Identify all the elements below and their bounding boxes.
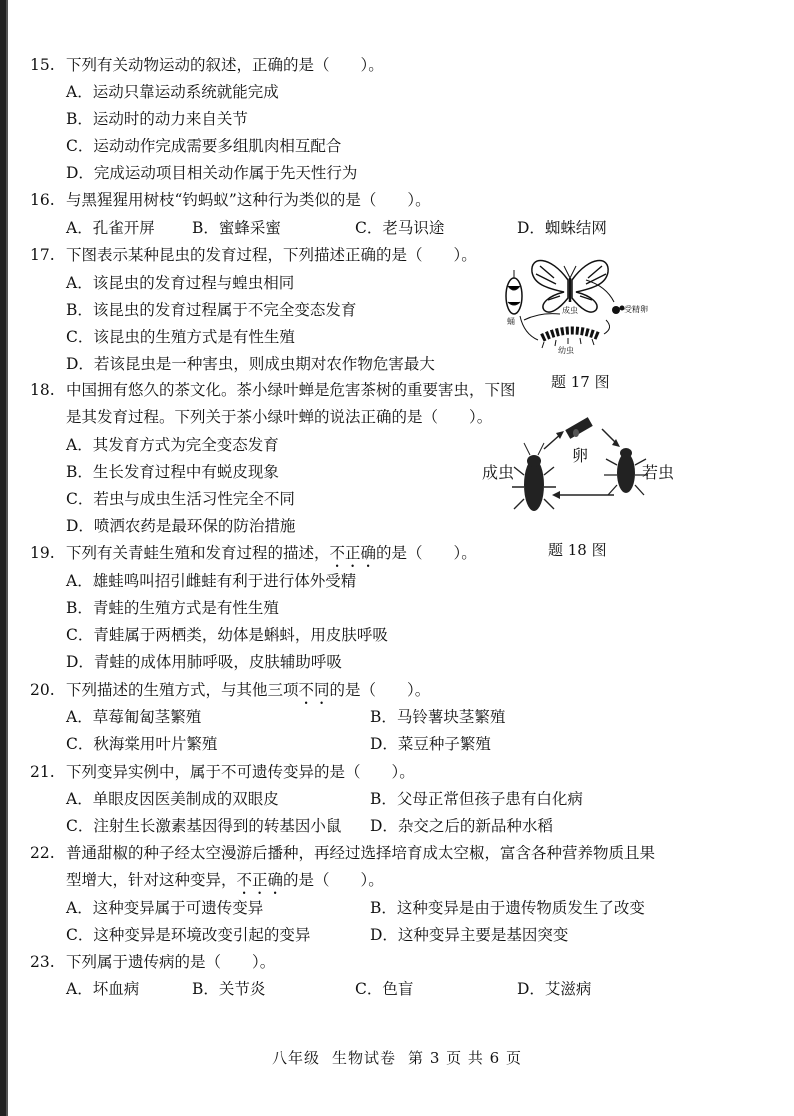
torn-paper-edge [0, 0, 12, 1116]
q23-option-a: A．坏血病 [66, 980, 140, 998]
q20-option-d: D．菜豆种子繁殖 [370, 735, 491, 753]
question-text: 下列有关青蛙生殖和发育过程的描述， [66, 544, 330, 562]
q16-option-b: B．蜜蜂采蜜 [192, 219, 281, 237]
question-number: 20. [30, 681, 55, 699]
question-18-stem [30, 380, 516, 400]
question-22-stem [30, 843, 655, 863]
footer-subject: 生物试卷 [332, 1049, 397, 1067]
question-20-stem [30, 680, 430, 708]
question-number: 18. [30, 381, 55, 399]
footer-page-number: 第 3 页 共 6 页 [408, 1049, 522, 1067]
q22-option-d: D．这种变异主要是基因突变 [370, 926, 569, 944]
q18-option-a: A．其发育方式为完全变态发育 [66, 436, 279, 454]
emphasis-text: 不同 [298, 681, 330, 699]
question-text-line1: 中国拥有悠久的茶文化。茶小绿叶蝉是危害茶树的重要害虫，下图 [66, 381, 516, 399]
q15-option-a: A．运动只靠运动系统就能完成 [66, 83, 279, 101]
q21-option-b: B．父母正常但孩子患有白化病 [370, 790, 583, 808]
question-19-stem [30, 543, 477, 571]
question-number: 17. [30, 246, 55, 264]
q15-option-c: C．运动动作完成需要多组肌肉相互配合 [66, 137, 342, 155]
q18-option-d: D．喷洒农药是最环保的防治措施 [66, 517, 296, 535]
question-text: 与黑猩猩用树枝“钓蚂蚁”这种行为类似的是（ ）。 [66, 191, 431, 209]
q22-option-a: A．这种变异属于可遗传变异 [66, 899, 264, 917]
question-23-stem [30, 952, 275, 972]
q23-option-b: B．关节炎 [192, 980, 266, 998]
q23-option-d: D．艾滋病 [517, 980, 592, 998]
footer-grade: 八年级 [272, 1049, 321, 1067]
q20-option-a: A．草莓匍匐茎繁殖 [66, 708, 202, 726]
q19-option-a: A．雄蛙鸣叫招引雌蛙有利于进行体外受精 [66, 572, 357, 590]
q19-option-c: C．青蛙属于两栖类，幼体是蝌蚪，用皮肤呼吸 [66, 626, 388, 644]
label-pupa: 蛹 [507, 317, 515, 326]
emphasis-text: 不正确 [236, 871, 284, 889]
question-18-stem-line2: 是其发育过程。下列关于茶小绿叶蝉的说法正确的是（ ）。 [66, 408, 493, 426]
question-text-end: 的是（ ）。 [376, 544, 477, 562]
question-number: 15. [30, 56, 55, 74]
q20-option-c: C．秋海棠用叶片繁殖 [66, 735, 218, 753]
q15-option-d: D．完成运动项目相关动作属于先天性行为 [66, 164, 358, 182]
page-footer [0, 1047, 794, 1068]
egg-on-twig-icon [565, 417, 593, 439]
leafhopper-adult-icon [512, 443, 556, 511]
q16-option-d: D．蜘蛛结网 [517, 219, 607, 237]
q18-option-c: C．若虫与成虫生活习性完全不同 [66, 490, 295, 508]
q21-option-d: D．杂交之后的新品种水稻 [370, 817, 553, 835]
leafhopper-life-cycle-figure [510, 415, 660, 525]
label-nymph: 若虫 [642, 463, 675, 482]
label-adult: 成虫 [562, 306, 578, 315]
question-number: 23. [30, 953, 55, 971]
figure-17-caption: 题 17 图 [551, 373, 610, 391]
question-text-line1: 普通甜椒的种子经太空漫游后播种，再经过选择培育成太空椒，富含各种营养物质且果 [66, 844, 656, 862]
question-text: 下列有关动物运动的叙述，正确的是（ ）。 [66, 56, 384, 74]
q21-option-a: A．单眼皮因医美制成的双眼皮 [66, 790, 279, 808]
question-16-stem [30, 190, 431, 210]
emphasis-text: 不正确 [329, 544, 377, 562]
q17-option-b: B．该昆虫的发育过程属于不完全变态发育 [66, 301, 357, 319]
question-text-end: 的是（ ）。 [329, 681, 431, 699]
q21-option-c: C．注射生长激素基因得到的转基因小鼠 [66, 817, 342, 835]
question-text: 下图表示某种昆虫的发育过程，下列描述正确的是（ ）。 [66, 246, 477, 264]
egg-icon [612, 306, 625, 315]
label-egg: 卵 [572, 446, 589, 465]
question-text: 下列描述的生殖方式，与其他三项 [66, 681, 299, 699]
q15-option-b: B．运动时的动力来自关节 [66, 110, 248, 128]
question-22-stem-line2 [66, 870, 384, 898]
question-number: 19. [30, 544, 55, 562]
q18-option-b: B．生长发育过程中有蜕皮现象 [66, 463, 279, 481]
figure-18-caption: 题 18 图 [548, 541, 607, 559]
q16-option-c: C．老马识途 [355, 219, 445, 237]
question-number: 22. [30, 844, 55, 862]
q17-option-c: C．该昆虫的生殖方式是有性生殖 [66, 328, 295, 346]
pupa-icon [506, 270, 522, 314]
q17-option-d: D．若该昆虫是一种害虫，则成虫期对农作物危害最大 [66, 355, 435, 373]
q23-option-c: C．色盲 [355, 980, 414, 998]
question-17-stem [30, 245, 477, 265]
q22-option-b: B．这种变异是由于遗传物质发生了改变 [370, 899, 645, 917]
q17-option-a: A．该昆虫的发育过程与蝗虫相同 [66, 274, 295, 292]
q19-option-b: B．青蛙的生殖方式是有性生殖 [66, 599, 279, 617]
q16-option-a: A．孔雀开屏 [66, 219, 155, 237]
question-text: 下列变异实例中，属于不可遗传变异的是（ ）。 [66, 763, 415, 781]
question-text: 下列属于遗传病的是（ ）。 [66, 953, 276, 971]
q22-option-c: C．这种变异是环境改变引起的变异 [66, 926, 311, 944]
q20-option-b: B．马铃薯块茎繁殖 [370, 708, 506, 726]
question-text-end: 的是（ ）。 [283, 871, 384, 889]
label-larva: 幼虫 [558, 346, 574, 355]
q19-option-d: D．青蛙的成体用肺呼吸，皮肤辅助呼吸 [66, 653, 342, 671]
question-text: 型增大，针对这种变异， [66, 871, 237, 889]
question-15-stem [30, 55, 384, 75]
question-21-stem [30, 762, 415, 782]
question-number: 21. [30, 763, 55, 781]
question-number: 16. [30, 191, 55, 209]
label-fertilized-egg: 受精卵 [624, 305, 648, 314]
label-adult: 成虫 [482, 463, 515, 482]
